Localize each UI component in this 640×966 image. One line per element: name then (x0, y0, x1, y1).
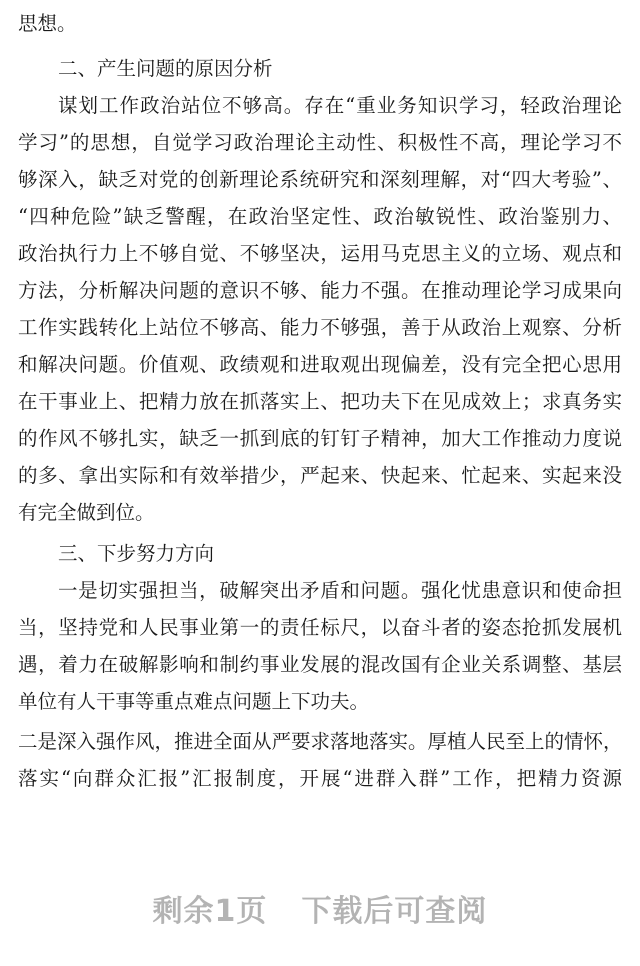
text-line-14: 有完全做到位。 (18, 501, 155, 524)
text-line-8: 方法，分析解决问题的意识不够、能力不强。在推动理论学习成果向 (18, 279, 622, 302)
text-line-6: “四种危险”缺乏警醒，在政治坚定性、政治敏锐性、政治鉴别力、 (18, 205, 622, 228)
remaining-pages-label: 剩余1页 (152, 894, 268, 929)
download-prompt-banner[interactable] (0, 886, 640, 930)
text-line-10: 和解决问题。价值观、政绩观和进取观出现偏差，没有完全把心思用 (18, 353, 622, 376)
text-line-3: 谋划工作政治站位不够高。存在“重业务知识学习，轻政治理论 (58, 94, 622, 117)
text-line-19: 单位有人干事等重点难点问题上下功夫。 (18, 690, 370, 713)
text-line-7: 政治执行力上不够自觉、不够坚决，运用马克思主义的立场、观点和 (18, 242, 622, 265)
text-line-18: 遇，着力在破解影响和制约事业发展的混改国有企业关系调整、基层 (18, 653, 622, 676)
section-heading-2: 二、产生问题的原因分析 (58, 57, 273, 80)
text-line-1: 思想。 (18, 12, 77, 35)
text-line-5: 够深入，缺乏对党的创新理论系统研究和深刻理解，对“四大考验”、 (18, 168, 622, 191)
download-hint-label: 下载后可查阅 (301, 894, 488, 929)
section-heading-3: 三、下步努力方向 (58, 542, 215, 565)
text-line-11: 在干事业上、把精力放在抓落实上、把功夫下在见成效上；求真务实 (18, 390, 622, 413)
text-line-20: 二是深入强作风，推进全面从严要求落地落实。厚植人民至上的情怀， (18, 730, 623, 753)
text-line-4: 学习”的思想，自觉学习政治理论主动性、积极性不高，理论学习不 (18, 131, 622, 154)
text-line-17: 当，坚持党和人民事业第一的责任标尺，以奋斗者的姿态抢抓发展机 (18, 616, 622, 639)
text-line-16: 一是切实强担当，破解突出矛盾和问题。强化忧患意识和使命担 (58, 579, 622, 602)
text-line-9: 工作实践转化上站位不够高、能力不够强，善于从政治上观察、分析 (18, 316, 622, 339)
text-line-13: 的多、拿出实际和有效举措少，严起来、快起来、忙起来、实起来没 (18, 464, 622, 487)
text-line-12: 的作风不够扎实，缺乏一抓到底的钉钉子精神，加大工作推动力度说 (18, 427, 622, 450)
text-line-21: 落实“向群众汇报”汇报制度，开展“进群入群”工作，把精力资源 (18, 767, 622, 790)
